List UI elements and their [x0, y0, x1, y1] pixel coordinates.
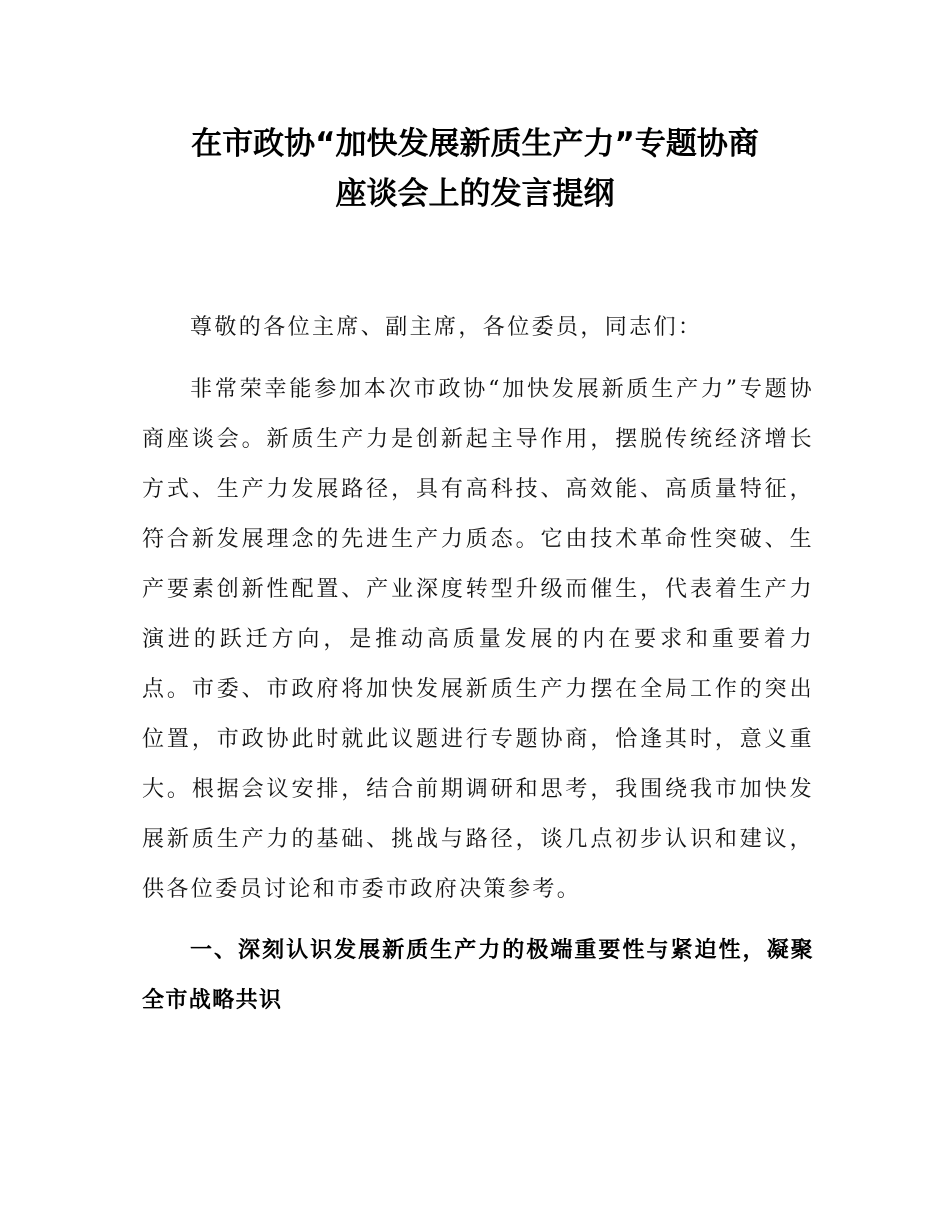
section-heading-1: 一、深刻认识发展新质生产力的极端重要性与紧迫性，凝聚全市战略共识	[142, 938, 814, 1013]
salutation: 尊敬的各位主席、副主席，各位委员，同志们：	[190, 315, 703, 340]
intro-paragraph: 非常荣幸能参加本次市政协“加快发展新质生产力”专题协商座谈会。新质生产力是创新起主导作用，摆脱传统经济增长方式、生产力发展路径，具有高科技、高效能、高质量特征，符合新发展理念的先进生产力质态。它由技术革命性突破、生产要素创新性配置、产业深度转型升级而催生，代表着生产力演进的跃迁方向，是推动高质量发展的内在要求和重要着力点。市委、市政府将加快发展新质生产力摆在全局工作的突出位置，市政协此时就此议题进行专题协商，恰逢其时，意义重大。根据会议安排，结合前期调研和思考，我围绕我市加快发展新质生产力的基础、挑战与路径，谈几点初步认识和建议，供各位委员讨论和市委市政府决策参考。	[142, 377, 814, 902]
document-title-line-2: 座谈会上的发言提纲	[335, 176, 615, 212]
document-title-line-1: 在市政协“加快发展新质生产力”专题协商	[191, 126, 759, 162]
